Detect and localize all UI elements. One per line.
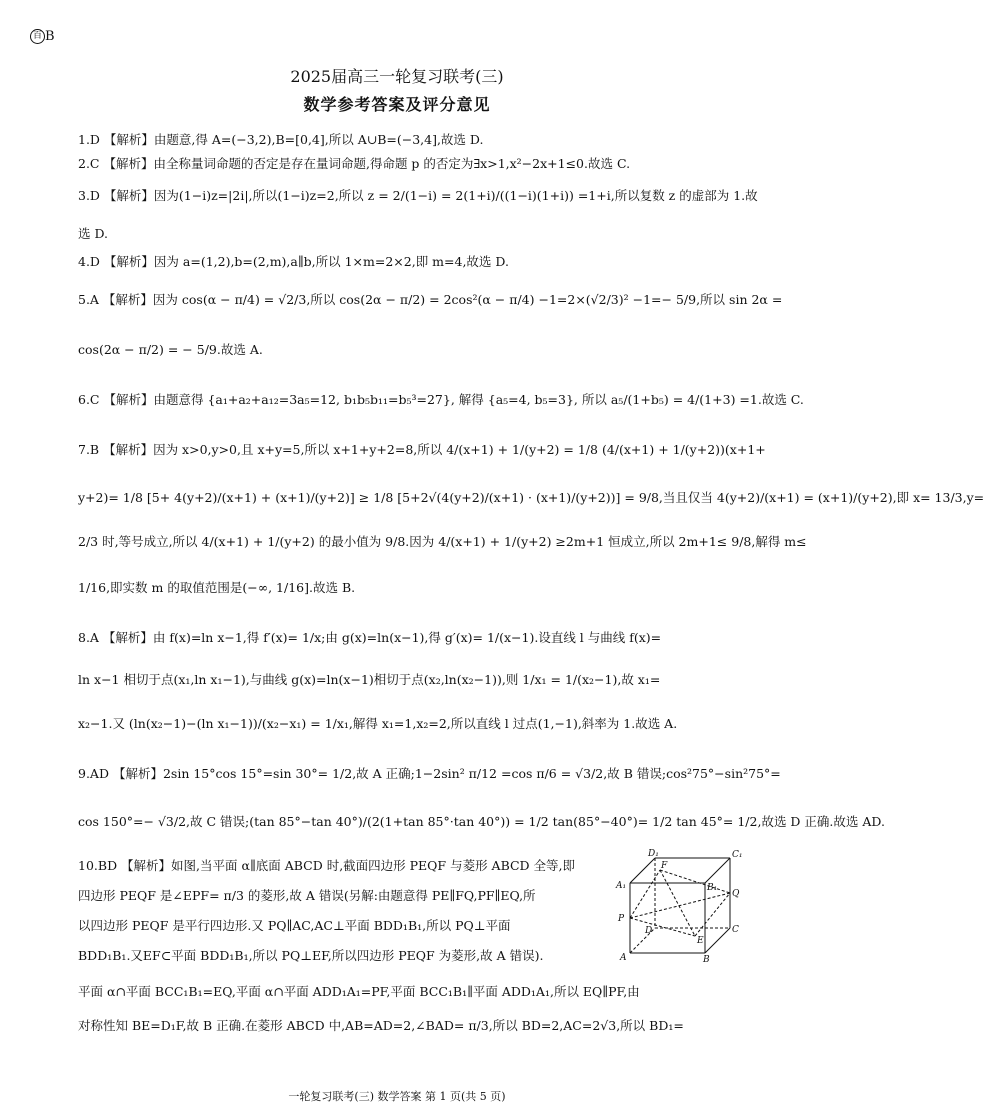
label-a1: A₁ bbox=[616, 881, 627, 891]
label-a: A bbox=[620, 953, 627, 963]
label-d1: D₁ bbox=[648, 849, 659, 859]
page-title: 2025届高三一轮复习联考(三) bbox=[290, 67, 504, 86]
label-d: D bbox=[645, 926, 653, 936]
answer-line: 对称性知 BE=D₁F,故 B 正确.在菱形 ABCD 中,AB=AD=2,∠BAD= π/3,所以 BD=2,AC=2√3,所以 BD₁= bbox=[78, 1018, 684, 1033]
answer-line: 四边形 PEQF 是∠EPF= π/3 的菱形,故 A 错误(另解:由题意得 PE∥FQ,PF∥EQ,所 bbox=[78, 888, 536, 903]
answer-line: cos 150°=− √3/2,故 C 错误;(tan 85°−tan 40°)/(2(1+tan 85°·tan 40°)) = 1/2 tan(85°−40°)= 1/2 tan 45°= 1/2,故选 D 正确.故选 AD. bbox=[78, 814, 885, 829]
label-b1: B₁ bbox=[707, 883, 718, 893]
answer-line: 1/16,即实数 m 的取值范围是(−∞, 1/16].故选 B. bbox=[78, 580, 356, 595]
corner-letter: B bbox=[45, 29, 55, 44]
label-c: C bbox=[732, 925, 739, 935]
label-b: B bbox=[703, 955, 710, 965]
answer-line: 选 D. bbox=[78, 226, 109, 241]
page-subtitle: 数学参考答案及评分意见 bbox=[303, 95, 491, 114]
answer-line: 7.B 【解析】因为 x>0,y>0,且 x+y=5,所以 x+1+y+2=8,所以 4/(x+1) + 1/(y+2) = 1/8 (4/(x+1) + 1/(y+2))(x+1+ bbox=[78, 442, 766, 457]
answer-line: y+2)= 1/8 [5+ 4(y+2)/(x+1) + (x+1)/(y+2)] ≥ 1/8 [5+2√(4(y+2)/(x+1) · (x+1)/(y+2))] = 9/8,当且仅当 4(y+2)/(x+1) = (x+1)/(y+2),即 x= 13/3,y= bbox=[78, 490, 984, 505]
answer-line: ln x−1 相切于点(x₁,ln x₁−1),与曲线 g(x)=ln(x−1)相切于点(x₂,ln(x₂−1)),则 1/x₁ = 1/(x₂−1),故 x₁= bbox=[78, 672, 661, 687]
answer-line: cos(2α − π/2) = − 5/9.故选 A. bbox=[78, 342, 263, 357]
cube-figure bbox=[615, 848, 745, 963]
answer-line: 平面 α∩平面 BCC₁B₁=EQ,平面 α∩平面 ADD₁A₁=PF,平面 BCC₁B₁∥平面 ADD₁A₁,所以 EQ∥PF,由 bbox=[78, 984, 640, 999]
label-c1: C₁ bbox=[732, 850, 743, 860]
answer-line: 4.D 【解析】因为 a=(1,2),b=(2,m),a∥b,所以 1×m=2×2,即 m=4,故选 D. bbox=[78, 254, 509, 269]
answer-line: 6.C 【解析】由题意得 {a₁+a₂+a₁₂=3a₅=12, b₁b₅b₁₁=b₅³=27}, 解得 {a₅=4, b₅=3}, 所以 a₅/(1+b₅) = 4/(1+3) =1.故选 C. bbox=[78, 392, 804, 407]
answer-line: 3.D 【解析】因为(1−i)z=|2i|,所以(1−i)z=2,所以 z = 2/(1−i) = 2(1+i)/((1−i)(1+i)) =1+i,所以复数 z 的虚部为 1.故 bbox=[78, 188, 758, 203]
answer-line: 2/3 时,等号成立,所以 4/(x+1) + 1/(y+2) 的最小值为 9/8.因为 4/(x+1) + 1/(y+2) ≥2m+1 恒成立,所以 2m+1≤ 9/8,解得 m≤ bbox=[78, 534, 807, 549]
label-e: E bbox=[697, 936, 704, 946]
label-q: Q bbox=[732, 889, 740, 899]
corner-mark bbox=[30, 29, 55, 44]
answer-line: BDD₁B₁.又EF⊂平面 BDD₁B₁,所以 PQ⊥EF,所以四边形 PEQF 为菱形,故 A 错误). bbox=[78, 948, 544, 963]
answer-line: 1.D 【解析】由题意,得 A=(−3,2),B=[0,4],所以 A∪B=(−3,4],故选 D. bbox=[78, 132, 484, 147]
answer-line: 8.A 【解析】由 f(x)=ln x−1,得 f′(x)= 1/x;由 g(x)=ln(x−1),得 g′(x)= 1/(x−1).设直线 l 与曲线 f(x)= bbox=[78, 630, 662, 645]
label-p: P bbox=[618, 914, 625, 924]
answer-line: 5.A 【解析】因为 cos(α − π/4) = √2/3,所以 cos(2α − π/2) = 2cos²(α − π/4) −1=2×(√2/3)² −1=− 5/9,所以 sin 2α = bbox=[78, 292, 783, 307]
answer-line: 2.C 【解析】由全称量词命题的否定是存在量词命题,得命题 p 的否定为∃x>1,x²−2x+1≤0.故选 C. bbox=[78, 156, 631, 171]
answer-line: 9.AD 【解析】2sin 15°cos 15°=sin 30°= 1/2,故 A 正确;1−2sin² π/12 =cos π/6 = √3/2,故 B 错误;cos²75°−sin²75°= bbox=[78, 766, 781, 781]
answer-line: 以四边形 PEQF 是平行四边形.又 PQ∥AC,AC⊥平面 BDD₁B₁,所以 PQ⊥平面 bbox=[78, 918, 511, 933]
page-footer: 一轮复习联考(三) 数学答案 第 1 页(共 5 页) bbox=[288, 1090, 506, 1103]
corner-circle: 百 bbox=[30, 29, 45, 44]
label-f: F bbox=[661, 861, 668, 871]
answer-line: 10.BD 【解析】如图,当平面 α∥底面 ABCD 时,截面四边形 PEQF 与菱形 ABCD 全等,即 bbox=[78, 858, 576, 873]
answer-line: x₂−1.又 (ln(x₂−1)−(ln x₁−1))/(x₂−x₁) = 1/x₁,解得 x₁=1,x₂=2,所以直线 l 过点(1,−1),斜率为 1.故选 A. bbox=[78, 716, 678, 731]
